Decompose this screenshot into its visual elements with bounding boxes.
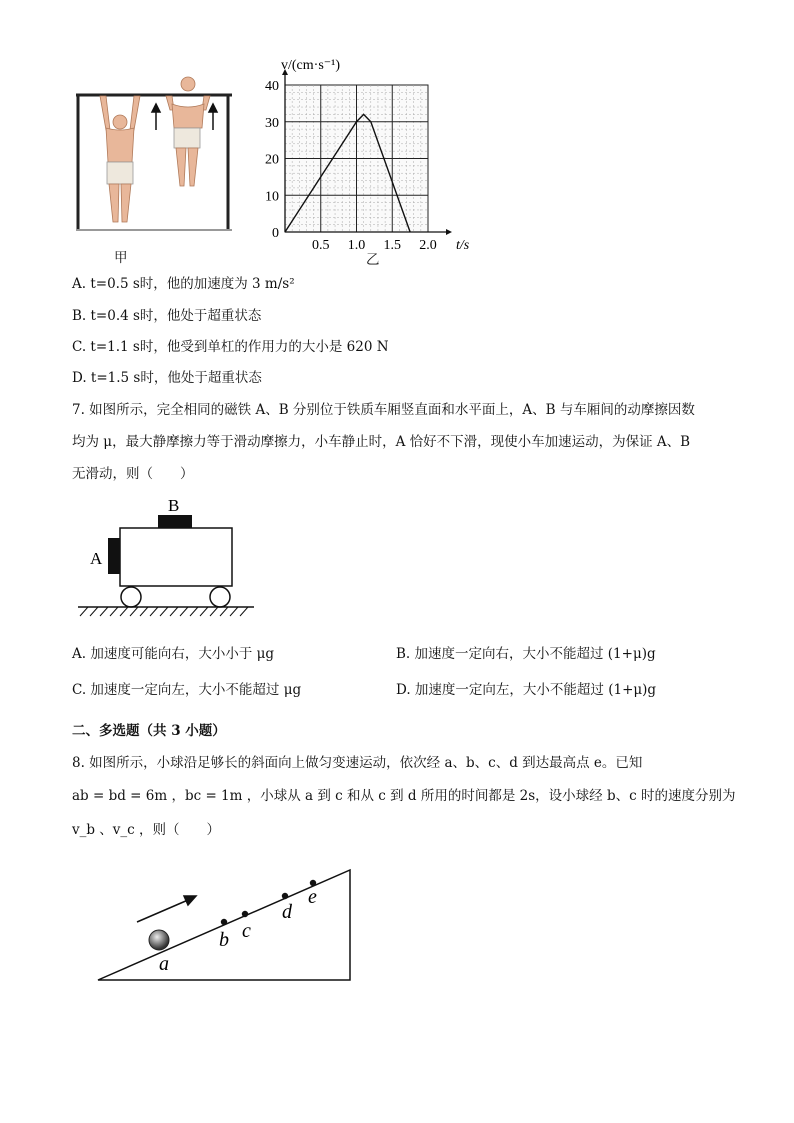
label-b: B [168,496,180,515]
y-tick-label: 0 [272,226,279,241]
pullup-figure [70,70,240,270]
y-tick-label: 40 [265,79,279,94]
wheel-left [121,587,141,607]
point-c [242,911,248,917]
q7-stem-line3: 无滑动，则（ ） [72,466,194,482]
q8-stem-line3: v_b 、v_c ，则（ ） [72,822,221,838]
caption-jia: 甲 [114,250,128,266]
label-d: d [282,901,292,923]
x-axis-label: t/s [456,238,470,253]
ground-hatch [80,607,248,616]
q6-option-d: D. t=1.5 s时，他处于超重状态 [72,370,262,386]
direction-arrow-icon [137,896,196,922]
y-tick-label: 10 [265,189,279,205]
label-a: A [90,549,103,568]
x-tick-label: 0.5 [312,238,330,253]
y-tick-label: 30 [265,115,279,131]
x-tick-label: 1.0 [347,238,366,253]
x-tick-label: 1.5 [383,238,401,253]
magnet-b [158,515,192,528]
caption-yi: 乙 [366,252,380,268]
point-b [221,919,227,925]
q8-stem-line1: 8. 如图所示，小球沿足够长的斜面向上做匀变速运动，依次经 a、b、c、d 到达最高点 e。已知 [72,755,643,771]
label-c: c [242,920,251,942]
label-b: b [219,929,229,951]
q6-option-a: A. t=0.5 s时，他的加速度为 3 m/s² [72,276,295,292]
label-e: e [308,886,317,908]
q7-option-d: D. 加速度一定向左，大小不能超过 (1+μ)g [396,682,657,698]
q7-stem-line2: 均为 μ，最大静摩擦力等于滑动摩擦力，小车静止时，A 恰好不下滑，现使小车加速运动，为保证 A、B [72,434,691,450]
q7-option-a: A. 加速度可能向右，大小小于 μg [72,646,275,662]
ball [149,930,169,950]
person-hanging [100,96,140,222]
person-pulled-up [166,77,210,186]
q6-option-b: B. t=0.4 s时，他处于超重状态 [72,308,262,324]
incline-figure [92,858,362,988]
wheel-right [210,587,230,607]
cart-figure [74,492,264,622]
q7-option-c: C. 加速度一定向左，大小不能超过 μg [72,682,302,698]
x-tick-label: 2.0 [419,238,437,253]
q8-stem-line2: ab = bd = 6m ，bc = 1m ，小球从 a 到 c 和从 c 到 d 所用的时间都是 2s，设小球经 b、c 时的速度分别为 [72,788,736,804]
q7-option-b: B. 加速度一定向右，大小不能超过 (1+μ)g [396,646,656,662]
vt-graph [250,58,480,258]
section-title: 二、多选题（共 3 小题） [72,723,226,739]
cart-body [120,528,232,586]
y-tick-label: 20 [265,152,279,168]
q6-option-c: C. t=1.1 s时，他受到单杠的作用力的大小是 620 N [72,339,389,355]
q7-stem-line1: 7. 如图所示，完全相同的磁铁 A、B 分别位于铁质车厢竖直面和水平面上，A、B 与车厢间的动摩擦因数 [72,402,695,418]
point-d [282,893,288,899]
label-a: a [159,953,169,975]
y-axis-label: v/(cm·s⁻¹) [281,58,341,73]
magnet-a [108,538,120,574]
x-axis-arrow [446,229,452,235]
